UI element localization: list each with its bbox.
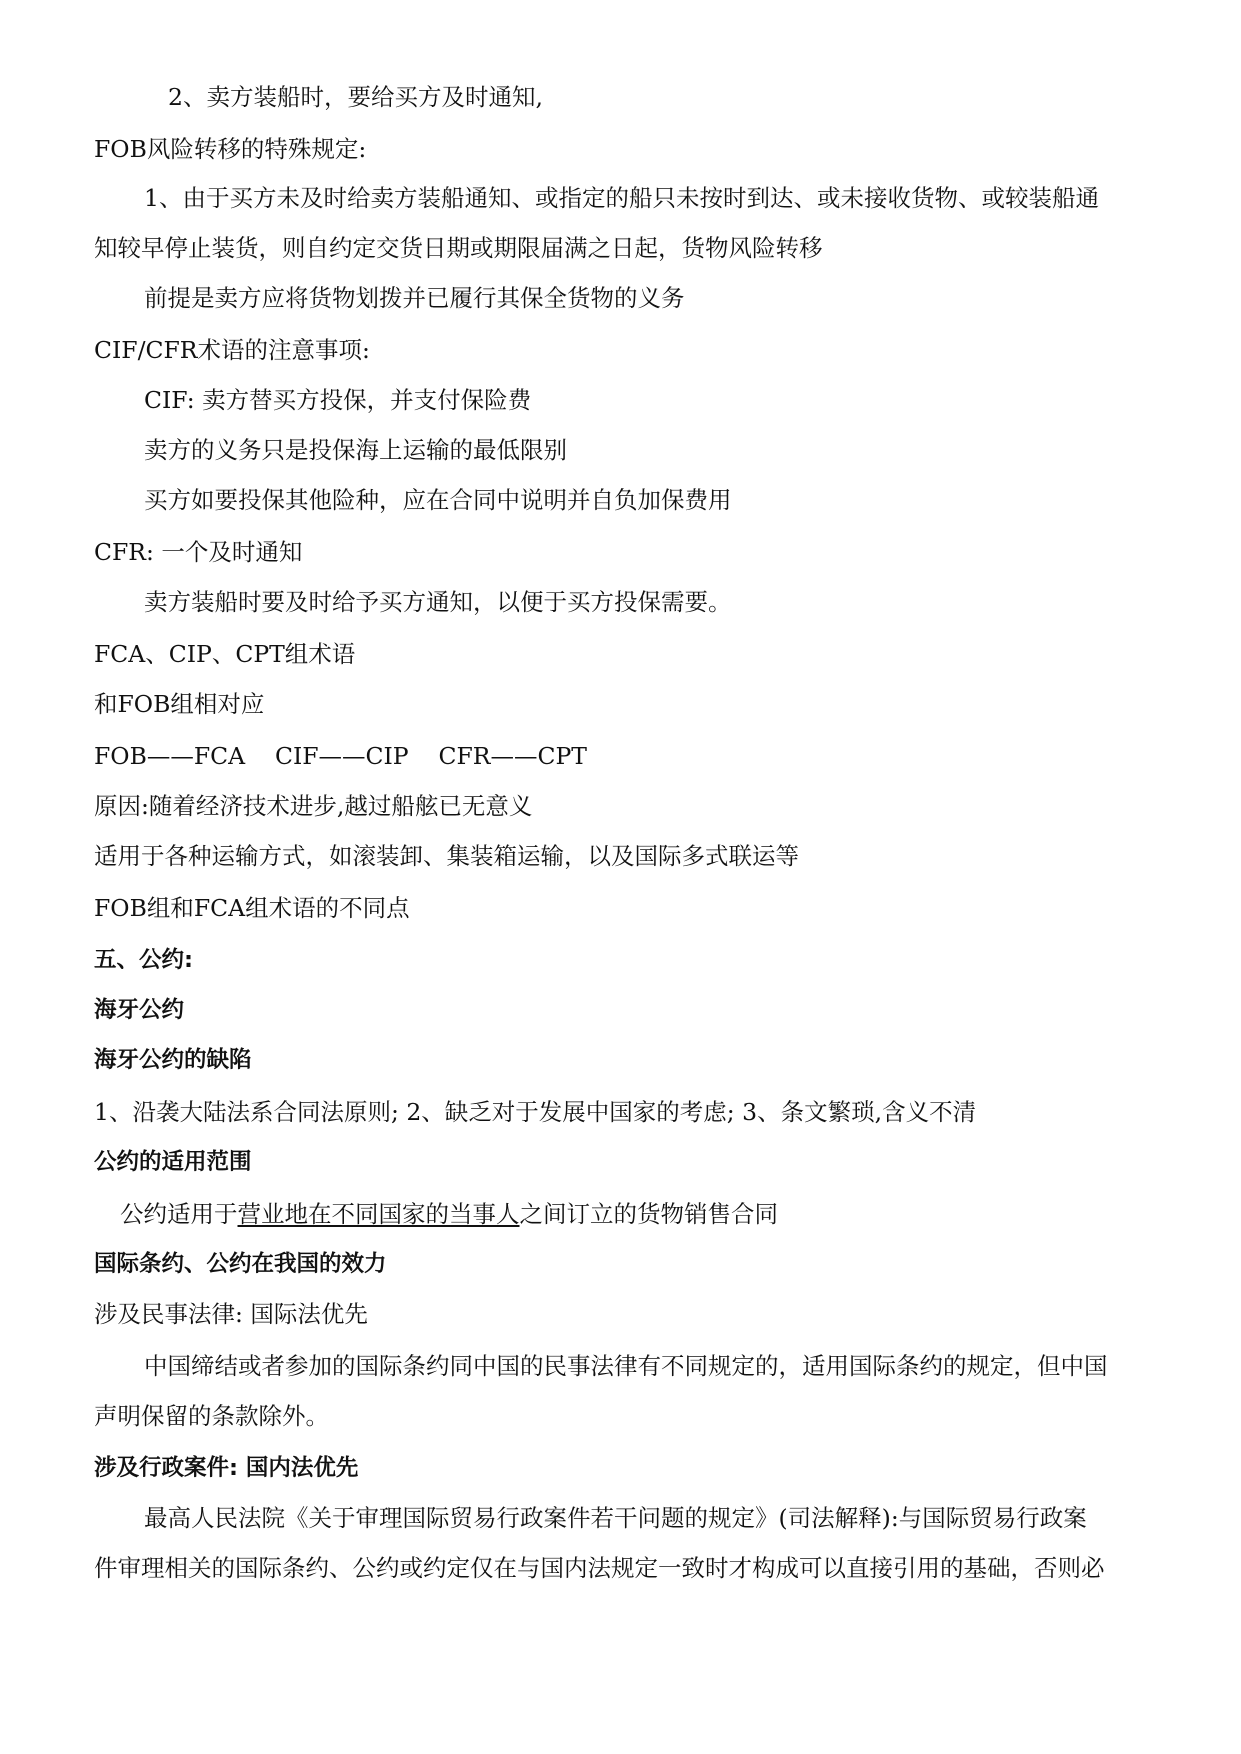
text-line: CFR: 一个及时通知 <box>94 538 303 566</box>
text-line: 中国缔结或者参加的国际条约同中国的民事法律有不同规定的，适用国际条约的规定，但中国 <box>144 1352 1108 1380</box>
text-line: 买方如要投保其他险种，应在合同中说明并自负加保费用 <box>144 486 732 514</box>
section-heading: 海牙公约的缺陷 <box>94 1047 252 1073</box>
text-line: 2、卖方装船时，要给买方及时通知, <box>168 83 543 111</box>
text-line: 涉及民事法律: 国际法优先 <box>94 1300 368 1328</box>
text-line: CIF: 卖方替买方投保，并支付保险费 <box>144 386 532 414</box>
text-line: 知较早停止装货，则自约定交货日期或期限届满之日起，货物风险转移 <box>94 234 823 262</box>
text-line: 前提是卖方应将货物划拨并已履行其保全货物的义务 <box>144 284 685 312</box>
section-heading: CIF/CFR术语的注意事项: <box>94 336 370 364</box>
text-line: 卖方装船时要及时给予买方通知，以便于买方投保需要。 <box>144 588 732 616</box>
text-line: 1、沿袭大陆法系合同法原则; 2、缺乏对于发展中国家的考虑; 3、条文繁琐,含义不清 <box>94 1098 977 1126</box>
scope-line <box>120 1198 1180 1230</box>
text-line: 卖方的义务只是投保海上运输的最低限别 <box>144 436 567 464</box>
scope-text-underlined: 营业地在不同国家的当事人 <box>237 1200 520 1228</box>
text-line: 适用于各种运输方式，如滚装卸、集装箱运输，以及国际多式联运等 <box>94 842 799 870</box>
section-heading: 国际条约、公约在我国的效力 <box>94 1251 387 1277</box>
text-line: 1、由于买方未及时给卖方装船通知、或指定的船只未按时到达、或未接收货物、或较装船通 <box>144 184 1099 212</box>
section-heading: 涉及行政案件: 国内法优先 <box>94 1455 359 1481</box>
text-line: FOB组和FCA组术语的不同点 <box>94 894 410 922</box>
text-line: 和FOB组相对应 <box>94 690 265 718</box>
section-heading: 公约的适用范围 <box>94 1149 252 1175</box>
scope-text-after: 之间订立的货物销售合同 <box>519 1200 778 1228</box>
text-line: 原因:随着经济技术进步,越过船舷已无意义 <box>94 792 533 820</box>
text-line: FCA、CIP、CPT组术语 <box>94 640 356 668</box>
text-line: 最高人民法院《关于审理国际贸易行政案件若干问题的规定》(司法解释):与国际贸易行政案 <box>144 1504 1087 1532</box>
section-heading: 五、公约: <box>94 947 193 973</box>
text-line: 声明保留的条款除外。 <box>94 1402 329 1430</box>
section-heading: 海牙公约 <box>94 997 185 1023</box>
section-heading: FOB风险转移的特殊规定: <box>94 135 367 163</box>
text-line: 件审理相关的国际条约、公约或约定仅在与国内法规定一致时才构成可以直接引用的基础，否则必 <box>94 1554 1105 1582</box>
text-line: FOB——FCA CIF——CIP CFR——CPT <box>94 742 587 770</box>
scope-text-before: 公约适用于 <box>120 1200 238 1228</box>
